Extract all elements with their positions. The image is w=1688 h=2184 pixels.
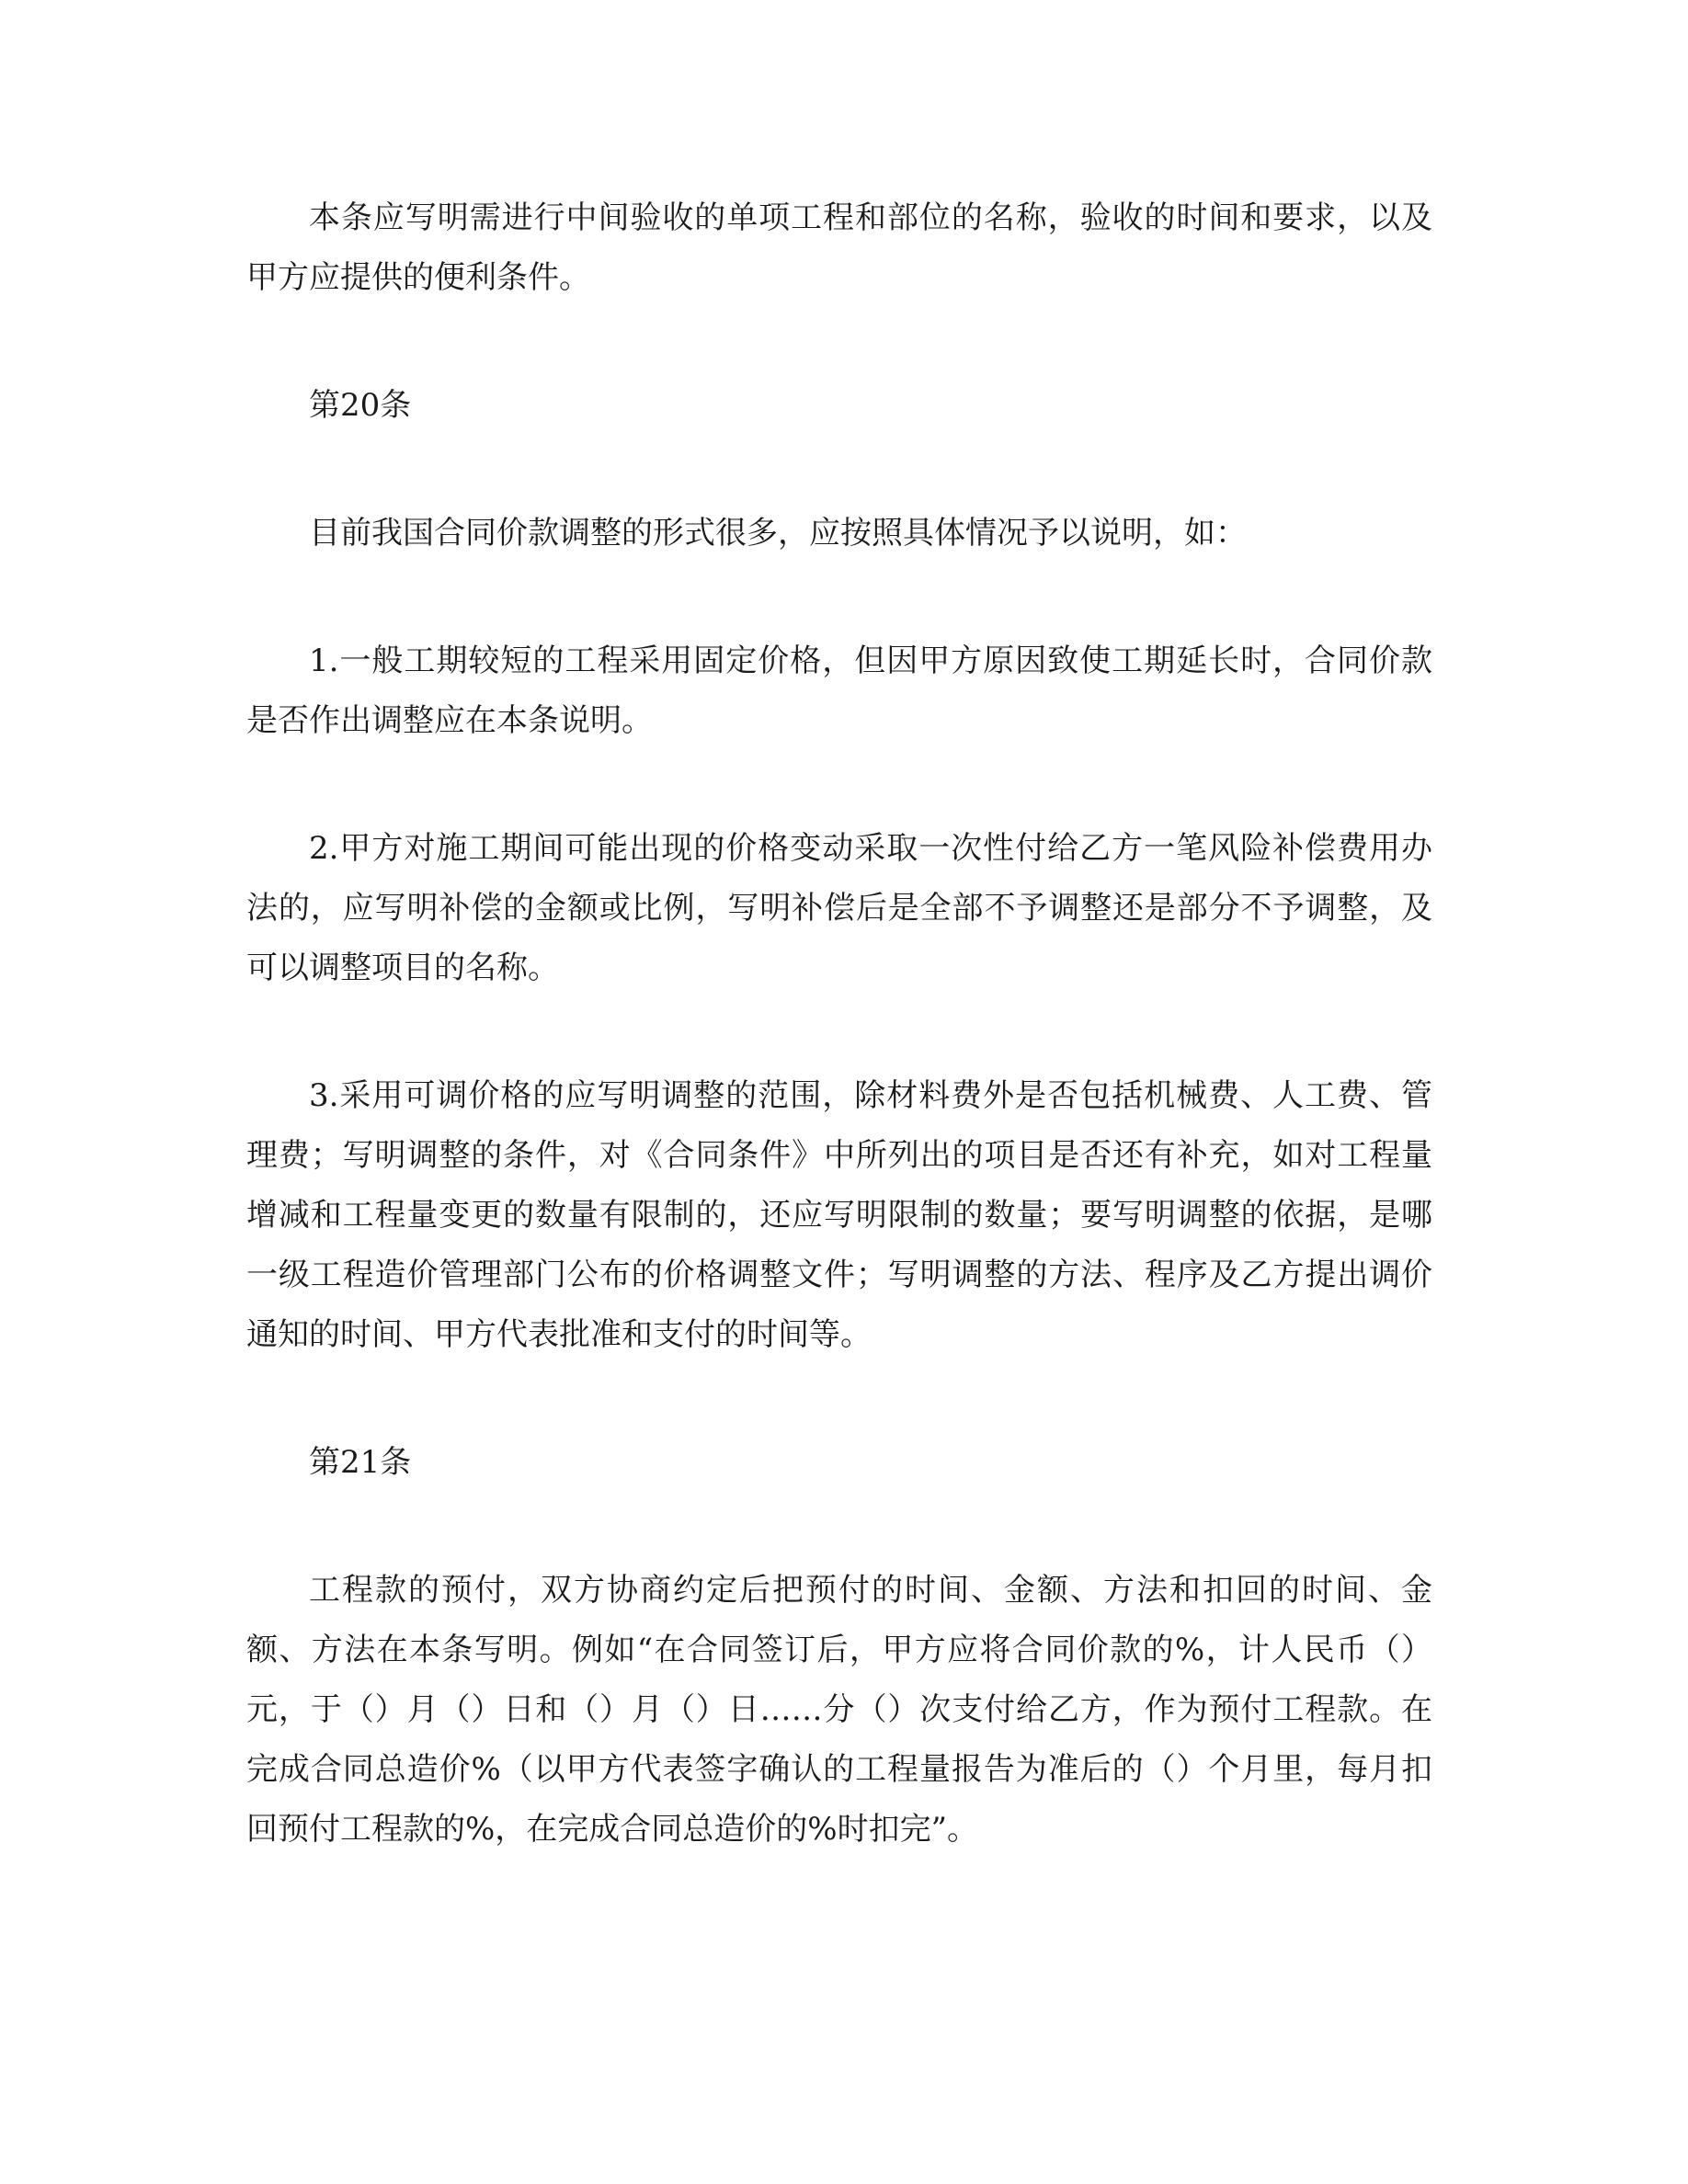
paragraph-item-1-fixed-price: 1.一般工期较短的工程采用固定价格，但因甲方原因致使工期延长时，合同价款是否作出调整应在本条说明。 [246, 643, 1432, 739]
paragraph-spacer [246, 308, 1432, 376]
article-heading-21: 第21条 [309, 1444, 412, 1481]
document-body [246, 188, 1432, 1860]
paragraph-spacer [246, 751, 1432, 819]
paragraph-intermediate-acceptance: 本条应写明需进行中间验收的单项工程和部位的名称，验收的时间和要求，以及甲方应提供的便利条件。 [246, 199, 1432, 296]
paragraph-spacer [246, 563, 1432, 631]
paragraph-spacer [246, 1493, 1432, 1561]
paragraph-spacer [246, 436, 1432, 504]
paragraph-item-3-adjustable-price: 3.采用可调价格的应写明调整的范围，除材料费外是否包括机械费、人工费、管理费；写明调整的条件，对《合同条件》中所列出的项目是否还有补充，如对工程量增减和工程量变更的数量有限制的，还应写明限制的数量；要写明调整的依据，是哪一级工程造价管理部门公布的价格调整文件；写明调整的方法、程序及乙方提出调价通知的时间、甲方代表批准和支付的时间等。 [246, 1077, 1432, 1353]
paragraph-spacer [246, 998, 1432, 1066]
paragraph-price-adjustment-intro: 目前我国合同价款调整的形式很多，应按照具体情况予以说明，如： [309, 515, 1247, 552]
paragraph-advance-payment: 工程款的预付，双方协商约定后把预付的时间、金额、方法和扣回的时间、金额、方法在本条写明。例如“在合同签订后，甲方应将合同价款的%，计人民币（）元，于（）月（）日和（）月（）日……分（）次支付给乙方，作为预付工程款。在完成合同总造价%（以甲方代表签字确认的工程量报告为准后的（）个月里，每月扣回预付工程款的%，在完成合同总造价的%时扣完”。 [246, 1572, 1432, 1848]
article-heading-20: 第20条 [309, 387, 412, 424]
paragraph-spacer [246, 1365, 1432, 1433]
paragraph-item-2-risk-compensation: 2.甲方对施工期间可能出现的价格变动采取一次性付给乙方一笔风险补偿费用办法的，应写明补偿的金额或比例，写明补偿后是全部不予调整还是部分不予调整，及可以调整项目的名称。 [246, 830, 1432, 986]
